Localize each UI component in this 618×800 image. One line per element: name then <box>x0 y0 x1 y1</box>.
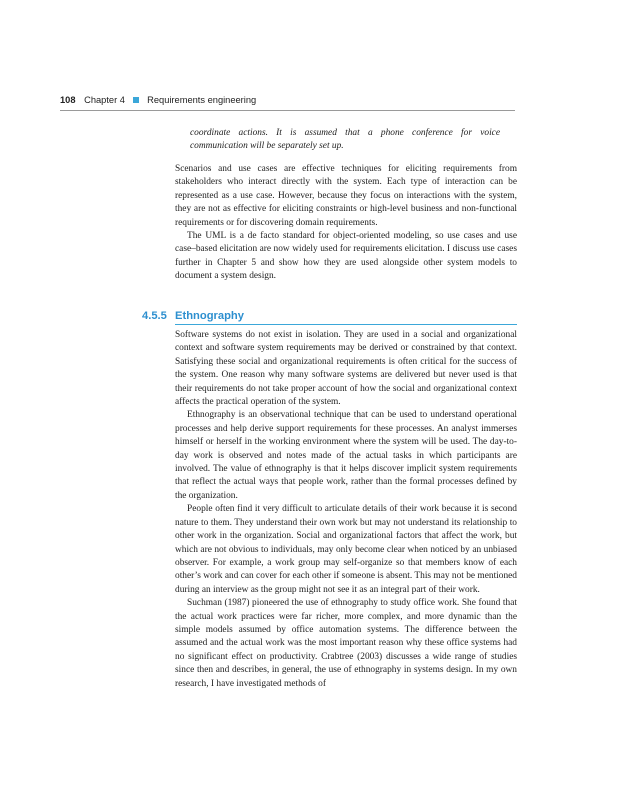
chapter-label: Chapter 4 <box>84 95 125 105</box>
intro-text <box>175 163 517 284</box>
page-number: 108 <box>60 95 76 105</box>
body-paragraph: People often find it very difficult to articulate details of their work because it is second nature to them. They understand their own work but may not understand its relationship to other work in the organization. Social and organizational factors that affect the work, but which are not obvious to individuals, may only become clear when noticed by an unbiased observer. For example, a work group may self-organize so that members know of each other’s work and can cover for each other if someone is absent. This may not be mentioned during an interview as the group might not see it as an integral part of their work. <box>175 504 517 595</box>
section-heading <box>142 309 517 323</box>
section-divider <box>175 324 517 325</box>
running-header <box>60 94 515 106</box>
body-paragraph: Suchman (1987) pioneered the use of ethnography to study office work. She found that the actual work practices were far richer, more complex, and more dynamic than the simple models assumed by office automation systems. The difference between the assumed and the actual work was the most important reason why these office systems had no significant effect on productivity. Crabtree (2003) discusses a wide range of studies since then and describes, in general, the use of ethnography in systems design. In my own research, I have investigated methods of <box>175 598 517 689</box>
section-body <box>175 329 517 691</box>
header-square-bullet-icon <box>133 97 139 103</box>
body-paragraph: Software systems do not exist in isolation. They are used in a social and organizational context and software system requirements may be derived or constrained by that context. Satisfying these social and organizational requirements is often critical for the success of the system. One reason why many software systems are delivered but never used is that their requirements do not take proper account of how the social and organizational context affects the practical operation of the system. <box>175 330 517 408</box>
header-divider <box>60 110 515 111</box>
scenario-quote-continuation: coordinate actions. It is assumed that a phone conference for voice communication will be separately set up. <box>190 128 500 152</box>
body-paragraph: Ethnography is an observational technique that can be used to understand operational processes and help derive support requirements for these processes. An analyst immerses himself or herself in the working environment where the system will be used. The day-to-day work is observed and notes made of the actual tasks in which participants are involved. The value of ethnography is that it helps discover implicit system requirements that reflect the actual ways that people work, rather than the formal processes defined by the organization. <box>175 410 517 501</box>
section-number: 4.5.5 <box>142 310 167 322</box>
intro-paragraph: The UML is a de facto standard for object-oriented modeling, so use cases and use case–based elicitation are now widely used for requirements elicitation. I discuss use cases further in Chapter 5 and show how they are used alongside other system models to document a system design. <box>175 231 517 282</box>
intro-paragraph: Scenarios and use cases are effective techniques for eliciting requirements from stakeholders who interact directly with the system. Each type of interaction can be represented as a use case. However, because they focus on interactions with the system, they are not as effective for eliciting constraints or high-level business and non-functional requirements or for discovering domain requirements. <box>175 164 517 228</box>
section-title: Ethnography <box>175 310 244 322</box>
chapter-title: Requirements engineering <box>147 95 257 105</box>
